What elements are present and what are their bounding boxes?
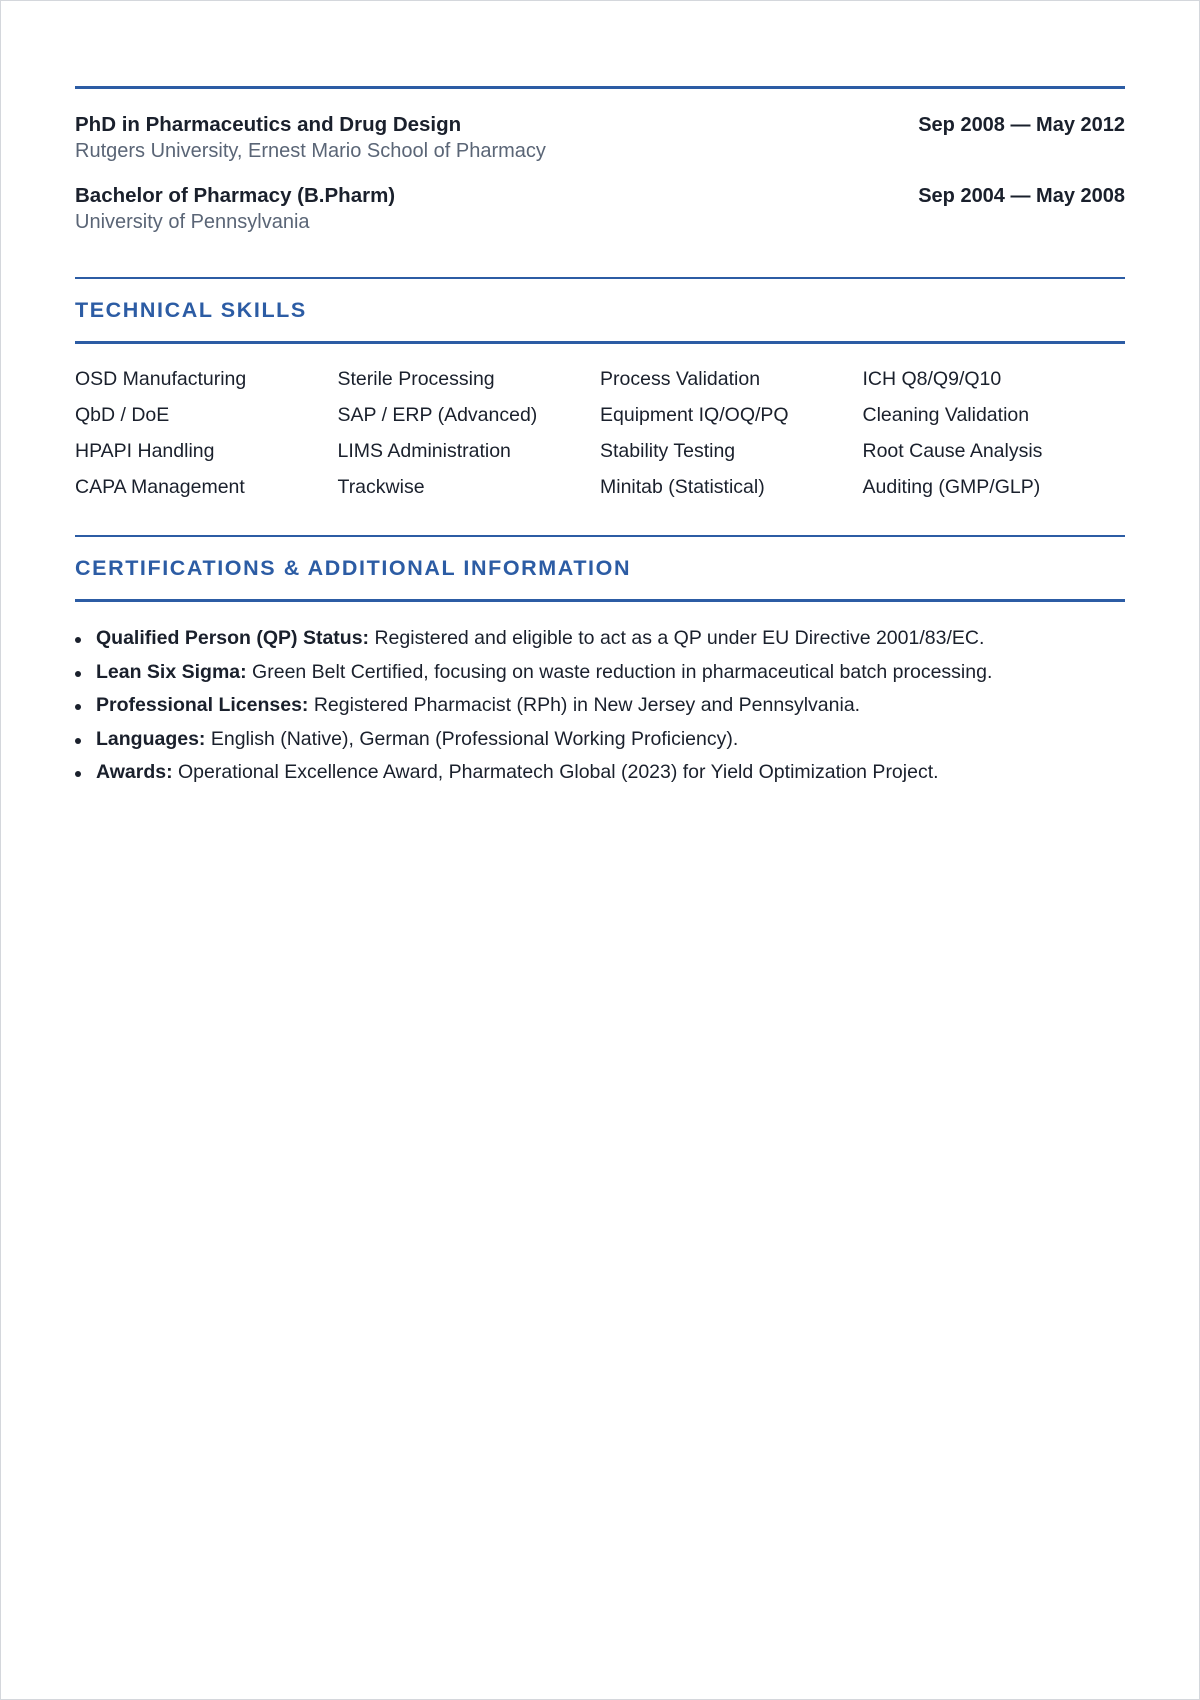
certifications-list [75, 602, 1125, 785]
certification-text: English (Native), German (Professional Working Proficiency). [205, 727, 739, 750]
certification-item [75, 692, 1125, 718]
skill-item: Process Validation [600, 368, 761, 390]
resume-content [75, 86, 1125, 793]
bullet-icon [75, 704, 81, 710]
education-item-header [75, 183, 1125, 209]
certification-text: Registered Pharmacist (RPh) in New Jersey and Pennsylvania. [308, 694, 861, 716]
education-degree: Bachelor of Pharmacy (B.Pharm) [75, 184, 396, 207]
skill-item: Root Cause Analysis [862, 440, 1043, 462]
bullet-icon [75, 671, 81, 677]
education-item [75, 112, 1125, 164]
certifications-section-title: CERTIFICATIONS & ADDITIONAL INFORMATION [75, 556, 632, 580]
certification-label: Professional Licenses: [96, 694, 309, 716]
education-item [75, 183, 1125, 235]
skill-item: LIMS Administration [337, 440, 511, 462]
skill-item: Equipment IQ/OQ/PQ [600, 404, 789, 426]
skill-item: OSD Manufacturing [75, 368, 247, 390]
skill-item: Auditing (GMP/GLP) [862, 476, 1041, 498]
skills-section-title: TECHNICAL SKILLS [75, 298, 307, 322]
education-list [75, 89, 1125, 235]
certification-label: Lean Six Sigma: [96, 660, 247, 683]
skill-item: Trackwise [337, 476, 425, 498]
education-school: University of Pennsylvania [75, 211, 310, 233]
education-degree: PhD in Pharmaceutics and Drug Design [75, 113, 462, 136]
certification-item [75, 625, 1125, 651]
certification-text: Registered and eligible to act as a QP under EU Directive 2001/83/EC. [369, 627, 985, 649]
skill-item: Cleaning Validation [862, 404, 1030, 426]
education-item-header [75, 112, 1125, 138]
skill-item: HPAPI Handling [75, 440, 215, 462]
skill-item: ICH Q8/Q9/Q10 [862, 368, 1002, 390]
education-dates: Sep 2008 — May 2012 [918, 114, 1125, 136]
bullet-icon [75, 637, 81, 643]
bullet-icon [75, 771, 81, 777]
skill-item: Minitab (Statistical) [600, 476, 765, 498]
skill-item: QbD / DoE [75, 404, 170, 426]
certification-label: Awards: [96, 761, 173, 783]
bullet-icon [75, 738, 81, 744]
certification-text: Operational Excellence Award, Pharmatech Global (2023) for Yield Optimization Project. [172, 761, 939, 783]
certification-label: Languages: [96, 727, 206, 750]
skills-grid [75, 344, 1125, 500]
education-dates: Sep 2004 — May 2008 [918, 185, 1125, 207]
certification-item [75, 759, 1125, 785]
certification-label: Qualified Person (QP) Status: [96, 627, 370, 649]
certification-item [75, 659, 1125, 685]
skill-item: CAPA Management [75, 476, 245, 498]
skill-item: Sterile Processing [337, 368, 495, 390]
skill-item: SAP / ERP (Advanced) [337, 404, 538, 426]
certification-text: Green Belt Certified, focusing on waste reduction in pharmaceutical batch processing. [246, 660, 993, 683]
education-school: Rutgers University, Ernest Mario School of Pharmacy [75, 140, 546, 162]
skill-item: Stability Testing [600, 440, 736, 462]
certification-item [75, 726, 1125, 752]
